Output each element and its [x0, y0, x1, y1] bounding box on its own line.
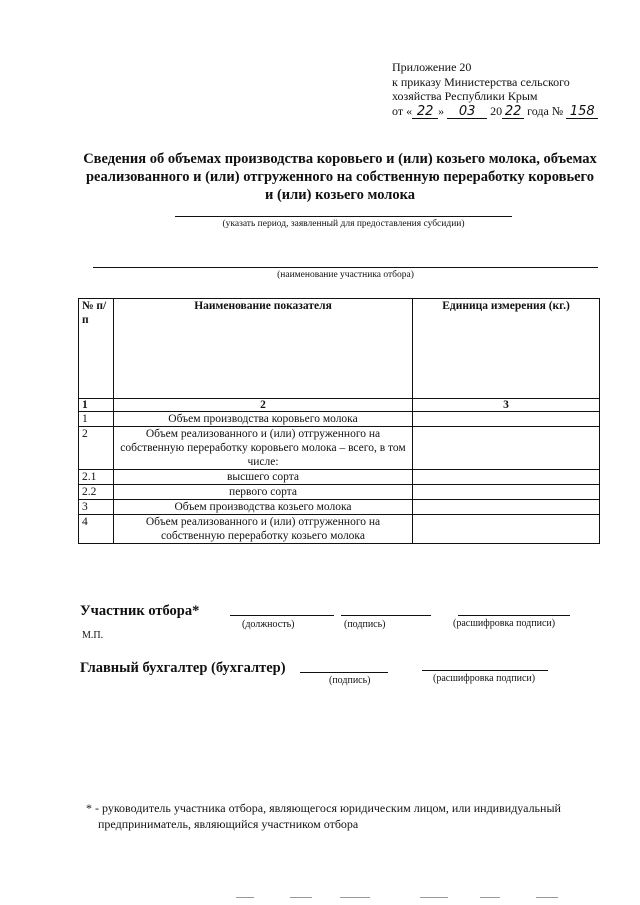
appendix-title: Приложение 20: [392, 60, 472, 74]
scan-artifact: [340, 897, 370, 898]
participant-line: [93, 267, 598, 268]
row-number: 2.2: [79, 485, 114, 500]
table-row: [79, 500, 600, 515]
table-index-row: [79, 399, 600, 412]
table-row: [79, 412, 600, 427]
row-unit-value: [413, 500, 600, 515]
appendix-date-line: [392, 104, 598, 119]
decoding-line: [458, 615, 570, 616]
participant-signature-label: Участник отбора*: [80, 603, 200, 619]
index-col-2: 2: [114, 399, 413, 412]
table-row: [79, 485, 600, 500]
row-indicator: Объем производства козьего молока: [114, 500, 413, 515]
date-year: 22: [502, 105, 524, 119]
footnote: [86, 800, 606, 832]
footnote-line-2: предприниматель, являющийся участником отбора: [98, 817, 359, 831]
row-number: 1: [79, 412, 114, 427]
index-col-1: 1: [79, 399, 114, 412]
row-unit-value: [413, 485, 600, 500]
table-header-row: [79, 299, 600, 399]
row-number: 3: [79, 500, 114, 515]
table-row: [79, 427, 600, 470]
date-mid: »: [438, 103, 445, 118]
date-prefix: от «: [392, 103, 413, 118]
document-title: Сведения об объемах производства коровьего и (или) козьего молока, объемах реализованного и (или) отгруженного на собственную переработку коровьего и (или) козьего молока: [83, 151, 597, 203]
appendix-line-ministry: хозяйства Республики Крым: [392, 89, 538, 103]
row-indicator: высшего сорта: [114, 470, 413, 485]
decoding-caption: (расшифровка подписи): [453, 618, 556, 629]
indicators-table: [78, 298, 600, 544]
header-unit: Единица измерения (кг.): [413, 299, 600, 399]
row-unit-value: [413, 515, 600, 544]
signature-caption: (подпись): [344, 619, 386, 630]
order-number: 158: [566, 105, 598, 119]
row-number: 2: [79, 427, 114, 470]
date-month: 03: [447, 105, 487, 119]
row-indicator: первого сорта: [114, 485, 413, 500]
scan-artifact: [236, 897, 254, 898]
accountant-signature-label: Главный бухгалтер (бухгалтер): [80, 660, 286, 676]
row-number: 2.1: [79, 470, 114, 485]
year-prefix: 20: [490, 103, 503, 118]
row-indicator: Объем реализованного и (или) отгруженного на собственную переработку коровьего молока – всего, в том числе:: [114, 427, 413, 470]
date-day: 22: [412, 105, 438, 119]
header-number: № п/п: [79, 299, 114, 399]
scan-artifact: [480, 897, 500, 898]
accountant-decoding-caption: (расшифровка подписи): [433, 673, 536, 684]
appendix-block: [392, 60, 598, 119]
row-unit-value: [413, 427, 600, 470]
scan-artifact: [536, 897, 558, 898]
header-indicator: Наименование показателя: [114, 299, 413, 399]
signature-line: [341, 615, 431, 616]
table-row: [79, 515, 600, 544]
row-unit-value: [413, 470, 600, 485]
row-unit-value: [413, 412, 600, 427]
position-line: [230, 615, 334, 616]
footnote-line-1: * - руководитель участника отбора, являющегося юридическим лицом, или индивидуальный: [86, 801, 561, 815]
year-word: года №: [527, 103, 564, 118]
table-row: [79, 470, 600, 485]
row-indicator: Объем реализованного и (или) отгруженного на собственную переработку козьего молока: [114, 515, 413, 544]
scan-artifact: [420, 897, 448, 898]
scan-artifact: [290, 897, 312, 898]
row-number: 4: [79, 515, 114, 544]
accountant-signature-caption: (подпись): [329, 675, 371, 686]
period-line: [175, 216, 512, 217]
participant-caption: (наименование участника отбора): [277, 270, 414, 280]
index-col-3: 3: [413, 399, 600, 412]
accountant-signature-line: [300, 672, 388, 673]
position-caption: (должность): [242, 619, 295, 630]
period-caption: (указать период, заявленный для предоставления субсидии): [222, 219, 465, 229]
stamp-label: М.П.: [82, 630, 104, 641]
appendix-line-order: к приказу Министерства сельского: [392, 74, 570, 89]
accountant-decoding-line: [422, 670, 548, 671]
row-indicator: Объем производства коровьего молока: [114, 412, 413, 427]
